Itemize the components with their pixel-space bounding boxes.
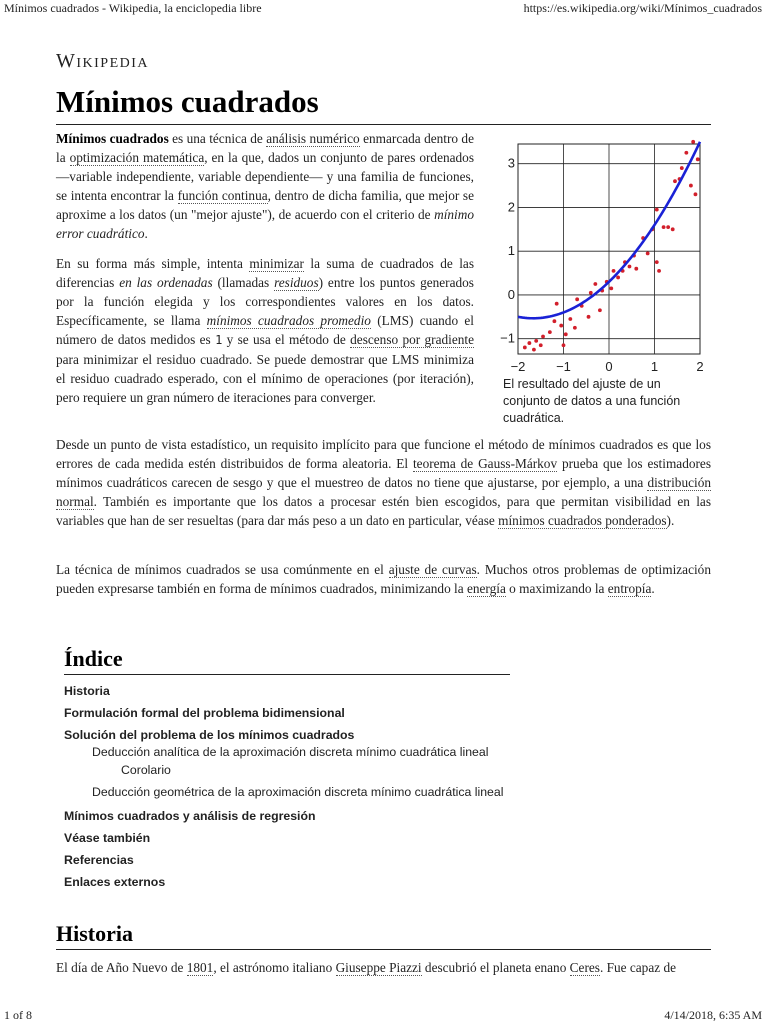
print-header: [0, 0, 768, 18]
data-point: [575, 297, 579, 301]
data-point: [593, 282, 597, 286]
data-point: [689, 184, 693, 188]
data-point: [559, 324, 563, 328]
data-point: [532, 348, 536, 352]
text: .: [651, 581, 655, 596]
data-point: [657, 269, 661, 273]
data-point: [541, 335, 545, 339]
link-minimos-cuadrados-ponderados[interactable]: mínimos cuadrados ponderados: [498, 513, 667, 528]
toc-item-formulacion[interactable]: Formulación formal del problema bidimensional: [64, 706, 345, 720]
text: y se usa el método de: [222, 332, 351, 347]
print-datetime: 4/14/2018, 6:35 AM: [664, 1008, 762, 1022]
data-point: [662, 225, 666, 229]
text: ).: [666, 513, 675, 528]
link-giuseppe-piazzi[interactable]: Giuseppe Piazzi: [335, 960, 422, 975]
intro-paragraph-1: [56, 129, 474, 243]
data-point: [527, 341, 531, 345]
page-url[interactable]: https://es.wikipedia.org/wiki/Mínimos_cuadrados: [523, 1, 762, 15]
y-tick-label: 2: [507, 199, 515, 215]
toc-item-regresion[interactable]: Mínimos cuadrados y análisis de regresión: [64, 809, 316, 823]
text: es una técnica de: [168, 131, 267, 146]
data-point: [684, 151, 688, 155]
figure-caption: El resultado del ajuste de un conjunto de datos a una función cuadrática.: [503, 377, 681, 425]
link-funcion-continua[interactable]: función continua: [177, 188, 268, 203]
data-point: [696, 157, 700, 161]
y-tick-label: 3: [507, 155, 515, 171]
x-tick-label: 2: [696, 359, 704, 373]
x-tick-label: 1: [650, 359, 659, 373]
text: La técnica de mínimos cuadrados se usa comúnmente en el: [56, 562, 389, 577]
link-minimos-cuadrados-promedio[interactable]: mínimos cuadrados promedio: [206, 313, 371, 328]
data-point: [628, 265, 632, 269]
data-point: [612, 269, 616, 273]
text: . Fue capaz de: [599, 960, 677, 975]
data-point: [598, 308, 602, 312]
link-ceres[interactable]: Ceres: [569, 960, 600, 975]
data-point: [666, 225, 670, 229]
intro-paragraph-2: [56, 254, 474, 407]
link-entropia[interactable]: entropía: [607, 581, 652, 596]
link-descenso-por-gradiente[interactable]: descenso por gradiente: [350, 332, 475, 347]
y-tick-label: 0: [507, 286, 515, 302]
data-point: [587, 315, 591, 319]
text: (LMS) cuando el número de datos medidos es: [56, 313, 474, 347]
text: (llamadas: [212, 275, 275, 290]
toc-item-referencias[interactable]: Referencias: [64, 853, 134, 867]
chart-svg: [500, 128, 712, 373]
text: prueba que los estimadores mínimos cuadráticos carecen de sesgo y que el muestreo de datos no tiene que ajustarse, por ejemplo, a una: [56, 456, 711, 490]
data-point: [646, 251, 650, 255]
data-point: [671, 227, 675, 231]
link-1801[interactable]: 1801: [186, 960, 214, 975]
text: .: [144, 226, 148, 241]
toc-item-solucion[interactable]: Solución del problema de los mínimos cuadrados: [64, 728, 355, 742]
data-point: [562, 343, 566, 347]
table-of-contents: [64, 682, 534, 895]
data-point: [548, 330, 552, 334]
text: , el astrónomo italiano: [213, 960, 336, 975]
link-teorema-gauss-markov[interactable]: teorema de Gauss-Márkov: [412, 456, 558, 471]
toc-subitem-corolario[interactable]: Corolario: [121, 763, 171, 777]
text: descubrió el planeta enano: [421, 960, 570, 975]
link-minimizar[interactable]: minimizar: [249, 256, 304, 271]
bold-term: Mínimos cuadrados: [56, 131, 169, 146]
data-point: [691, 140, 695, 144]
section-heading-historia: Historia: [56, 921, 711, 950]
link-energia[interactable]: energía: [466, 581, 506, 596]
data-point: [616, 276, 620, 280]
text: para minimizar el residuo cuadrado. Se puede demostrar que LMS minimiza el residuo cuadrado esperado, con el mínimo de operaciones (por iteración), pero requiere un gran número de iteraciones para converger.: [56, 352, 474, 405]
data-point: [673, 179, 677, 183]
link-distribucion-normal[interactable]: distribución normal: [56, 475, 711, 509]
data-point: [680, 166, 684, 170]
x-tick-label: 0: [605, 359, 613, 373]
data-point: [568, 317, 572, 321]
data-point: [564, 332, 568, 336]
toc-item-vease-tambien[interactable]: Véase también: [64, 831, 151, 845]
historia-paragraph: [56, 958, 711, 977]
code-value: 1: [215, 333, 223, 347]
text: o maximizando la: [505, 581, 608, 596]
x-tick-label: −2: [510, 359, 526, 373]
wikipedia-logo[interactable]: Wikipedia: [56, 50, 150, 72]
text: , dentro de dicha familia, que mejor se aproxime a los datos (un "mejor ajuste"), de acuerdo con el criterio de: [56, 188, 474, 222]
data-point: [609, 286, 613, 290]
link-optimizacion-matematica[interactable]: optimización matemática: [69, 150, 205, 165]
data-point: [553, 319, 557, 323]
toc-subitem-deduccion-analitica[interactable]: Deducción analítica de la aproximación discreta mínimo cuadrática lineal: [92, 745, 489, 759]
text: El día de Año Nuevo de: [56, 960, 187, 975]
text: enmarcada dentro de la: [56, 131, 474, 165]
emphasis: en las ordenadas: [119, 275, 213, 290]
article-title: Mínimos cuadrados: [56, 84, 711, 125]
y-tick-label: −1: [500, 330, 515, 346]
y-tick-label: 1: [507, 243, 515, 259]
text: Desde un punto de vista estadístico, un requisito implícito para que funcione el método de mínimos cuadrados es que los errores de cada medida estén distribuidos de forma aleatoria. El: [56, 437, 711, 471]
usage-paragraph: [56, 560, 711, 598]
text: . También es importante que los datos a procesar estén bien escogidos, para que permitan visibilidad en las variables que han de ser resueltas (para dar más peso a un dato en particular, véase: [56, 494, 711, 528]
text: En su forma más simple, intenta: [56, 256, 250, 271]
text: ) entre los puntos generados por la función elegida y los correspondientes valores en los datos. Específicamente, se llama: [56, 275, 474, 328]
data-point: [573, 326, 577, 330]
link-analisis-numerico[interactable]: análisis numérico: [266, 131, 360, 146]
data-point: [655, 260, 659, 264]
data-point: [694, 192, 698, 196]
data-point: [523, 346, 527, 350]
stats-paragraph: [56, 435, 711, 530]
emphasis: mínimo error cuadrático: [56, 207, 474, 241]
page-counter: 1 of 8: [4, 1008, 32, 1022]
text: . Muchos otros problemas de optimización pueden expresarse también en forma de mínimos cuadrados, minimizando la: [56, 562, 711, 596]
toc-subitem-deduccion-geometrica[interactable]: Deducción geométrica de la aproximación discreta mínimo cuadrática lineal: [92, 785, 504, 799]
data-point: [589, 291, 593, 295]
data-point: [655, 208, 659, 212]
data-point: [534, 339, 538, 343]
toc-item-enlaces-externos[interactable]: Enlaces externos: [64, 875, 166, 889]
toc-heading: Índice: [64, 646, 510, 675]
data-point: [539, 343, 543, 347]
link-ajuste-de-curvas[interactable]: ajuste de curvas: [388, 562, 477, 577]
data-point: [634, 267, 638, 271]
page-title: Mínimos cuadrados - Wikipedia, la enciclopedia libre: [4, 1, 262, 15]
x-tick-label: −1: [556, 359, 571, 373]
data-point: [555, 302, 559, 306]
text: la suma de cuadrados de las diferencias: [56, 256, 474, 290]
link-residuos[interactable]: residuos: [274, 275, 319, 290]
toc-item-historia[interactable]: Historia: [64, 684, 110, 698]
text: , en la que, dados un conjunto de pares ordenados —variable independiente, variable dependiente— y una familia de funciones, se intenta encontrar la: [56, 150, 474, 203]
print-footer: [0, 1004, 768, 1024]
